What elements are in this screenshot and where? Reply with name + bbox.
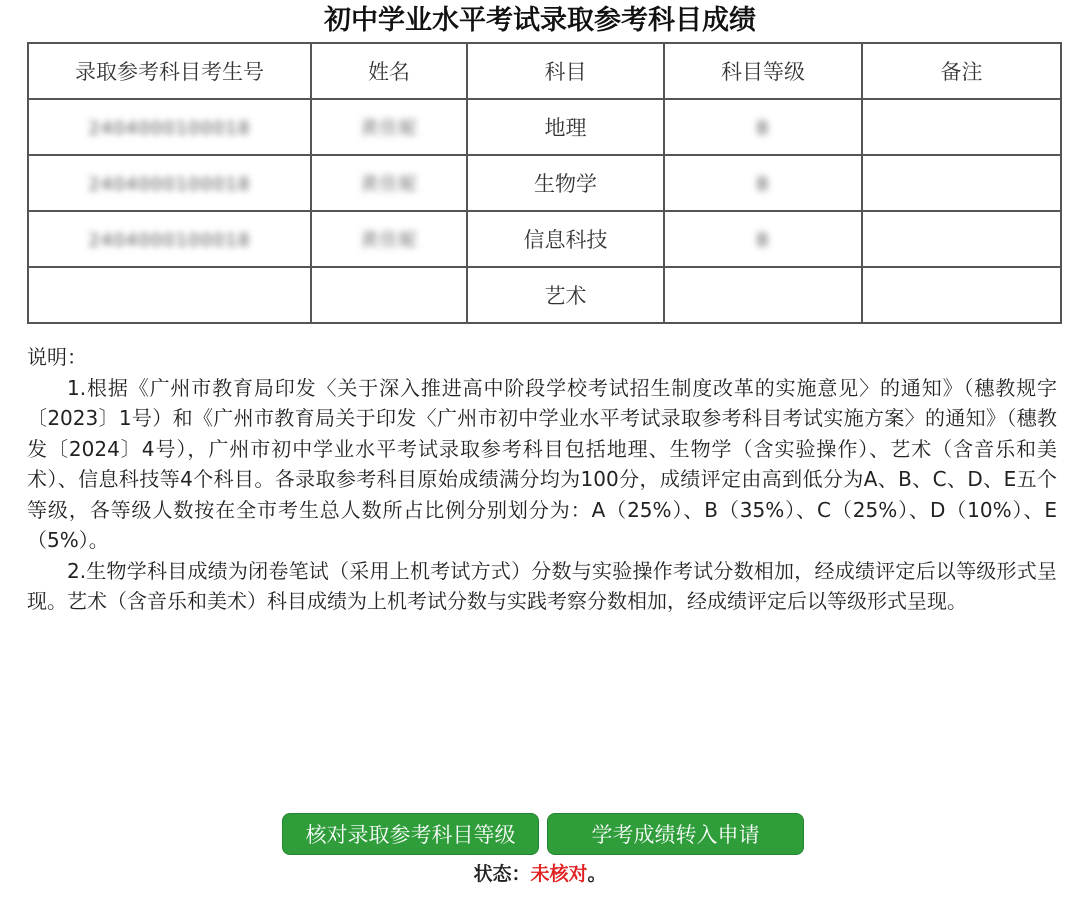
remark-cell: [862, 99, 1061, 155]
name-cell: [311, 267, 467, 323]
name-cell: [311, 155, 467, 211]
notes-paragraph-2: 2.生物学科目成绩为闭卷笔试（采用上机考试方式）分数与实验操作考试分数相加，经成绩评定后以等级形式呈现。艺术（含音乐和美术）科目成绩为上机考试分数与实践考察分数相加，经成绩评定后以等级形式呈现。: [27, 558, 1057, 613]
status-suffix: 。: [587, 863, 607, 885]
name-value: 黄佳妮: [360, 174, 418, 195]
subject-cell: 信息科技: [467, 211, 664, 267]
header-remark: 备注: [862, 43, 1061, 99]
name-value: 黄佳妮: [360, 230, 418, 251]
grade-cell: [664, 211, 862, 267]
transfer-scores-button[interactable]: 学考成绩转入申请: [547, 813, 804, 855]
status-value: 未核对: [530, 863, 588, 885]
subject-cell: 地理: [467, 99, 664, 155]
table-header-row: [28, 43, 1061, 99]
exam-no-value: 2404000100018: [88, 174, 251, 195]
exam-no-value: 2404000100018: [88, 230, 251, 251]
remark-cell: [862, 211, 1061, 267]
table-row: [28, 99, 1061, 155]
header-subject: 科目: [467, 43, 664, 99]
scores-table: [27, 42, 1062, 324]
grade-cell: [664, 99, 862, 155]
grade-value: B: [756, 230, 770, 251]
exam-no-cell: [28, 99, 311, 155]
exam-no-cell: [28, 211, 311, 267]
notes-paragraph-1: 1.根据《广州市教育局印发〈关于深入推进高中阶段学校考试招生制度改革的实施意见〉的通知》（穗教规字〔2023〕1号）和《广州市教育局关于印发〈广州市初中学业水平考试录取参考科目考试实施方案〉的通知》（穗教发〔2024〕4号），广州市初中学业水平考试录取参考科目包括地理、生物学（含实验操作）、艺术（含音乐和美术）、信息科技等4个科目。各录取参考科目原始成绩满分均为100分，成绩评定由高到低分为A、B、C、D、E五个等级，各等级人数按在全市考生总人数所占比例分别划分为：A（25%）、B（35%）、C（25%）、D（10%）、E（5%）。: [27, 375, 1057, 552]
table-row: [28, 267, 1061, 323]
exam-no-value: 2404000100018: [88, 118, 251, 139]
remark-cell: [862, 267, 1061, 323]
exam-no-cell: [28, 267, 311, 323]
grade-value: B: [756, 174, 770, 195]
table-row: [28, 211, 1061, 267]
page-title: 初中学业水平考试录取参考科目成绩: [324, 5, 756, 36]
verify-grades-button[interactable]: 核对录取参考科目等级: [282, 813, 539, 855]
subject-cell: 艺术: [467, 267, 664, 323]
notes-heading: 说明：: [27, 345, 87, 369]
grade-cell: [664, 155, 862, 211]
name-value: 黄佳妮: [360, 118, 418, 139]
status-label: 状态：: [473, 863, 531, 885]
header-exam-no: 录取参考科目考生号: [28, 43, 311, 99]
status-line: [0, 860, 1080, 888]
remark-cell: [862, 155, 1061, 211]
table-row: [28, 155, 1061, 211]
header-name: 姓名: [311, 43, 467, 99]
grade-cell: [664, 267, 862, 323]
subject-cell: 生物学: [467, 155, 664, 211]
header-grade: 科目等级: [664, 43, 862, 99]
name-cell: [311, 211, 467, 267]
notes-section: [27, 342, 1057, 617]
grade-value: B: [756, 118, 770, 139]
name-cell: [311, 99, 467, 155]
exam-no-cell: [28, 155, 311, 211]
